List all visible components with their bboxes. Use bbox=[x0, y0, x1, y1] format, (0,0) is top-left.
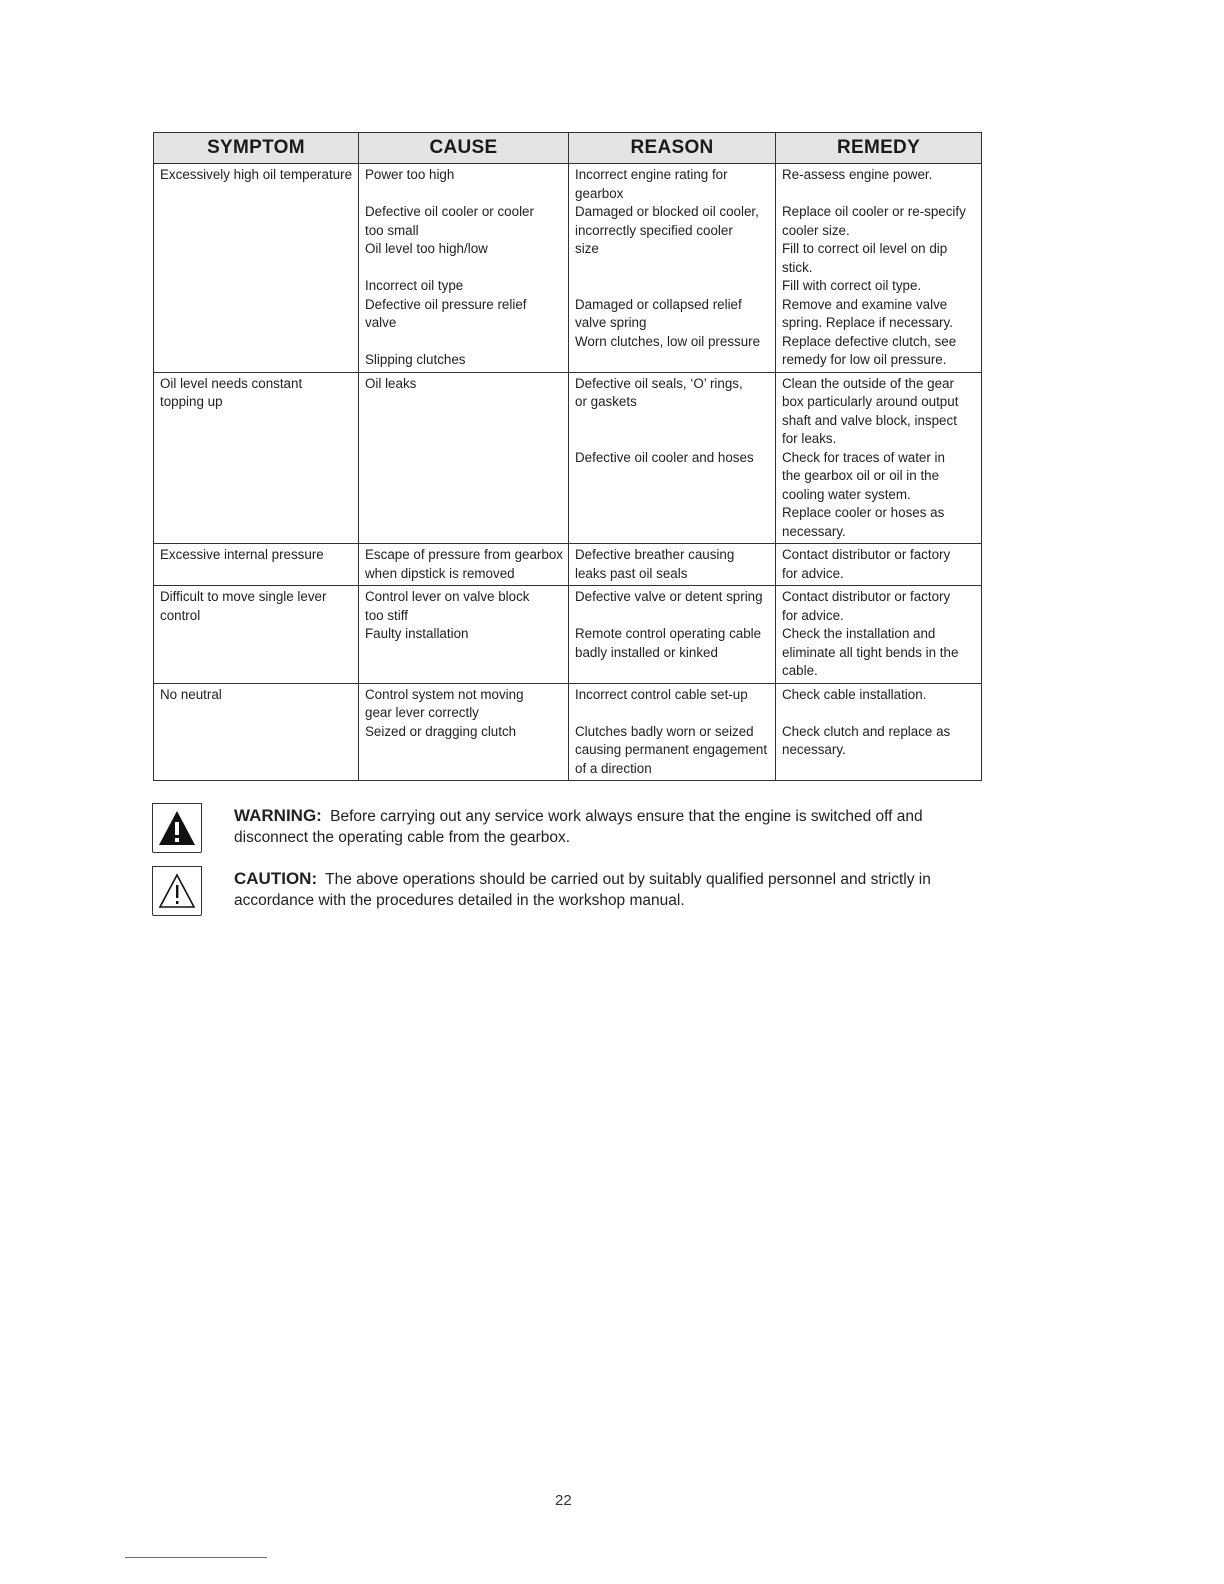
warning-text: Before carrying out any service work always ensure that the engine is switched off and disconnect the operating cable from the gearbox. bbox=[234, 808, 923, 846]
remedy-text: Check the installation and bbox=[782, 626, 936, 641]
remedy-text: Replace cooler or hoses as bbox=[782, 505, 945, 520]
cause-text: Defective oil cooler or cooler bbox=[365, 204, 534, 219]
remedy-text: necessary. bbox=[782, 742, 846, 757]
remedy-text: cooler size. bbox=[782, 222, 850, 238]
remedy-text: spring. Replace if necessary. bbox=[782, 315, 953, 330]
cause-text: Control system not moving bbox=[365, 686, 524, 702]
warning-notice bbox=[152, 803, 992, 857]
warning-filled-triangle-icon bbox=[152, 803, 202, 853]
remedy-text: necessary. bbox=[782, 523, 846, 539]
symptom-cell bbox=[154, 544, 359, 586]
cause-cell bbox=[359, 164, 569, 373]
reason-text: Clutches badly worn or seized bbox=[575, 723, 754, 739]
remedy-text: box particularly around output bbox=[782, 394, 959, 409]
symptom-text: No neutral bbox=[160, 686, 222, 702]
header-symptom: SYMPTOM bbox=[154, 133, 359, 164]
reason-cell bbox=[569, 372, 776, 544]
table-row bbox=[154, 164, 982, 373]
symptom-cell bbox=[154, 372, 359, 544]
cause-text: Escape of pressure from gearbox bbox=[365, 547, 563, 562]
reason-text: leaks past oil seals bbox=[575, 565, 688, 581]
symptom-cell bbox=[154, 164, 359, 373]
reason-cell bbox=[569, 544, 776, 586]
cause-text: too small bbox=[365, 222, 419, 238]
symptom-text: Oil level needs constant bbox=[160, 375, 303, 391]
remedy-cell bbox=[776, 372, 982, 544]
cause-cell bbox=[359, 586, 569, 684]
header-reason: REASON bbox=[569, 133, 776, 164]
reason-text: of a direction bbox=[575, 760, 652, 776]
troubleshooting-table bbox=[153, 132, 982, 781]
header-cause: CAUSE bbox=[359, 133, 569, 164]
remedy-text: shaft and valve block, inspect bbox=[782, 412, 957, 428]
remedy-text: remedy for low oil pressure. bbox=[782, 352, 947, 367]
cause-text: gear lever correctly bbox=[365, 705, 479, 720]
remedy-text: Check cable installation. bbox=[782, 686, 927, 702]
cause-cell bbox=[359, 372, 569, 544]
cause-text: Power too high bbox=[365, 167, 455, 182]
reason-text: causing permanent engagement bbox=[575, 742, 768, 757]
cause-text: too stiff bbox=[365, 607, 408, 623]
table-header-row bbox=[154, 133, 982, 164]
remedy-text: Check clutch and replace as bbox=[782, 723, 951, 739]
cause-text: Faulty installation bbox=[365, 626, 469, 641]
cause-cell bbox=[359, 683, 569, 781]
remedy-text: for advice. bbox=[782, 607, 844, 623]
remedy-text: cable. bbox=[782, 663, 818, 678]
remedy-text: Re-assess engine power. bbox=[782, 167, 933, 182]
cause-cell bbox=[359, 544, 569, 586]
remedy-cell bbox=[776, 544, 982, 586]
remedy-text: Replace oil cooler or re-specify bbox=[782, 204, 966, 219]
remedy-text: eliminate all tight bends in the bbox=[782, 644, 959, 660]
table-row bbox=[154, 683, 982, 781]
reason-text: Defective oil cooler and hoses bbox=[575, 449, 754, 465]
caution-notice bbox=[152, 866, 992, 920]
table-row bbox=[154, 372, 982, 544]
cause-text: Defective oil pressure relief bbox=[365, 296, 527, 312]
remedy-text: the gearbox oil or oil in the bbox=[782, 468, 940, 483]
header-remedy: REMEDY bbox=[776, 133, 982, 164]
cause-text: when dipstick is removed bbox=[365, 565, 515, 581]
remedy-text: Fill to correct oil level on dip bbox=[782, 241, 948, 256]
reason-text: Incorrect engine rating for bbox=[575, 167, 728, 182]
cause-text: Slipping clutches bbox=[365, 352, 466, 367]
remedy-cell bbox=[776, 586, 982, 684]
table-row bbox=[154, 544, 982, 586]
remedy-text: Check for traces of water in bbox=[782, 449, 945, 465]
symptom-cell bbox=[154, 586, 359, 684]
remedy-text: Contact distributor or factory bbox=[782, 547, 951, 562]
remedy-text: Contact distributor or factory bbox=[782, 589, 951, 604]
caution-outline-triangle-icon bbox=[152, 866, 202, 916]
reason-text: or gaskets bbox=[575, 394, 637, 409]
reason-text: size bbox=[575, 241, 599, 256]
reason-text: valve spring bbox=[575, 315, 647, 330]
remedy-text: Clean the outside of the gear bbox=[782, 375, 954, 391]
reason-text: Defective oil seals, ‘O’ rings, bbox=[575, 375, 743, 391]
reason-text: Damaged or collapsed relief bbox=[575, 296, 742, 312]
symptom-text: Excessively high oil temperature bbox=[160, 167, 353, 182]
remedy-text: Replace defective clutch, see bbox=[782, 333, 957, 349]
remedy-text: Fill with correct oil type. bbox=[782, 278, 922, 293]
cause-text: Seized or dragging clutch bbox=[365, 723, 517, 739]
remedy-text: cooling water system. bbox=[782, 486, 911, 502]
reason-text: gearbox bbox=[575, 185, 624, 201]
cause-text: Oil leaks bbox=[365, 375, 417, 391]
reason-text: Remote control operating cable bbox=[575, 626, 762, 641]
reason-text: incorrectly specified cooler bbox=[575, 222, 733, 238]
symptom-text: Excessive internal pressure bbox=[160, 547, 324, 562]
symptom-cell bbox=[154, 683, 359, 781]
symptom-text: Difficult to move single lever bbox=[160, 589, 327, 604]
remedy-text: for advice. bbox=[782, 565, 844, 581]
remedy-cell bbox=[776, 683, 982, 781]
cause-text: Control lever on valve block bbox=[365, 589, 530, 604]
reason-text: Worn clutches, low oil pressure bbox=[575, 333, 761, 349]
caution-label: CAUTION: bbox=[234, 869, 318, 888]
cause-text: Incorrect oil type bbox=[365, 278, 464, 293]
reason-text: Defective breather causing bbox=[575, 547, 735, 562]
cause-text: Oil level too high/low bbox=[365, 241, 488, 256]
table-row bbox=[154, 586, 982, 684]
caution-text: The above operations should be carried out by suitably qualified personnel and strictly in accordance with the procedures detailed in the workshop manual. bbox=[234, 871, 931, 909]
cause-text: valve bbox=[365, 315, 397, 330]
remedy-text: Remove and examine valve bbox=[782, 296, 948, 312]
page-number: 22 bbox=[555, 1492, 572, 1509]
reason-cell bbox=[569, 586, 776, 684]
remedy-text: stick. bbox=[782, 259, 813, 275]
reason-cell bbox=[569, 683, 776, 781]
warning-label: WARNING: bbox=[234, 806, 322, 825]
reason-cell bbox=[569, 164, 776, 373]
reason-text: Incorrect control cable set-up bbox=[575, 686, 748, 702]
reason-text: badly installed or kinked bbox=[575, 644, 718, 660]
reason-text: Defective valve or detent spring bbox=[575, 589, 763, 604]
symptom-text: control bbox=[160, 607, 201, 623]
reason-text: Damaged or blocked oil cooler, bbox=[575, 204, 759, 219]
symptom-text: topping up bbox=[160, 394, 223, 409]
remedy-cell bbox=[776, 164, 982, 373]
remedy-text: for leaks. bbox=[782, 431, 837, 446]
footer-rule bbox=[125, 1557, 267, 1558]
